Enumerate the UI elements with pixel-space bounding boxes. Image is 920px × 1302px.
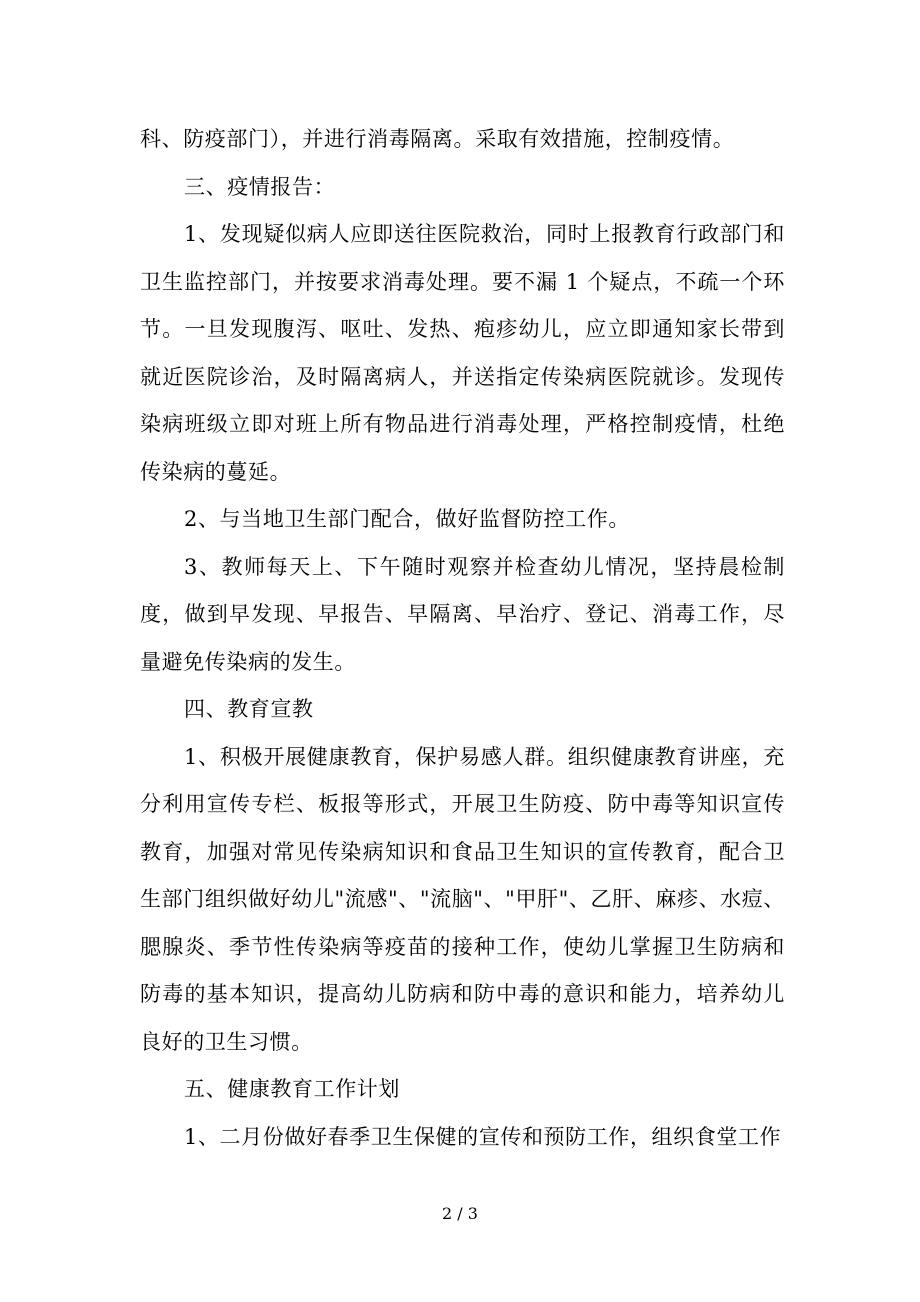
paragraph-report-item-2: 2、与当地卫生部门配合，做好监督防控工作。 bbox=[184, 507, 630, 531]
paragraph-continuation: 科、防疫部门），并进行消毒隔离。采取有效措施，控制疫情。 bbox=[140, 127, 735, 151]
document-body bbox=[140, 116, 785, 1161]
section-heading-epidemic-report: 三、疫情报告： bbox=[184, 174, 336, 199]
section-heading-education: 四、教育宣教 bbox=[184, 697, 314, 721]
paragraph-report-item-3: 3、教师每天上、下午随时观察并检查幼儿情况，坚持晨检制度，做到早发现、早报告、早隔离、早治疗、登记、消毒工作，尽量避免传染病的发生。 bbox=[140, 554, 785, 674]
paragraph-education-item-1: 1、积极开展健康教育，保护易感人群。组织健康教育讲座，充分利用宣传专栏、板报等形式，开展卫生防疫、防中毒等知识宣传教育，加强对常见传染病知识和食品卫生知识的宣传教育，配合卫生部门组织做好幼儿"流感"、"流脑"、"甲肝"、乙肝、麻疹、水痘、腮腺炎、季节性传染病等疫苗的接种工作，使幼儿掌握卫生防病和防毒的基本知识，提高幼儿防病和防中毒的意识和能力，培养幼儿良好的卫生习惯。 bbox=[140, 744, 785, 1054]
page-number: 2 / 3 bbox=[442, 1204, 478, 1223]
paragraph-report-item-1: 1、发现疑似病人应即送往医院救治，同时上报教育行政部门和卫生监控部门，并按要求消毒处理。要不漏 1 个疑点，不疏一个环节。一旦发现腹泻、呕吐、发热、疱疹幼儿，应立即通知家长带到就近医院诊治，及时隔离病人，并送指定传染病医院就诊。发现传染病班级立即对班上所有物品进行消毒处理，严格控制疫情，杜绝传染病的蔓延。 bbox=[140, 222, 785, 484]
section-heading-health-plan: 五、健康教育工作计划 bbox=[184, 1077, 400, 1101]
paragraph-health-plan-item-1: 1、二月份做好春季卫生保健的宣传和预防工作，组织食堂工作 bbox=[184, 1124, 782, 1149]
